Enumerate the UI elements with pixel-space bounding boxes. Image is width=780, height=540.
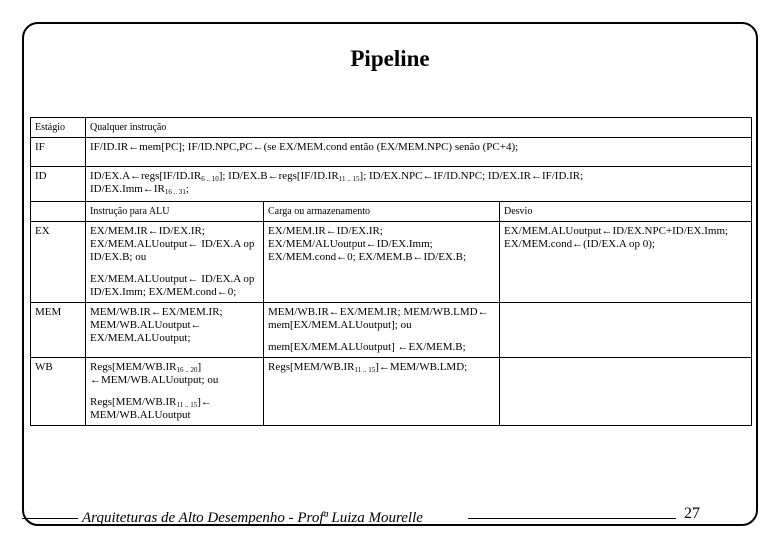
footer-rule-right xyxy=(468,518,676,519)
wb-branch xyxy=(500,358,752,426)
row-id xyxy=(31,167,752,202)
if-description: IF/ID.IR←mem[PC]; IF/ID.NPC,PC←(se EX/MEM.cond então (EX/MEM.NPC) senão (PC+4); xyxy=(86,138,752,167)
mem-branch xyxy=(500,303,752,358)
ex-alu-option-1: EX/MEM.IR←ID/EX.IR; EX/MEM.ALUoutput← ID/EX.A op ID/EX.B; ou xyxy=(90,225,255,263)
sub-header-branch: Desvio xyxy=(500,202,752,222)
row-mem xyxy=(31,303,752,358)
ex-branch: EX/MEM.ALUoutput←ID/EX.NPC+ID/EX.Imm; EX/MEM.cond←(ID/EX.A op 0); xyxy=(500,222,752,303)
mem-load-option-1: MEM/WB.IR←EX/MEM.IR; MEM/WB.LMD← mem[EX/MEM.ALUoutput]; ou xyxy=(268,306,489,331)
header-row xyxy=(31,118,752,138)
page-number: 27 xyxy=(684,505,700,522)
sub-header-alu: Instrução para ALU xyxy=(86,202,264,222)
wb-load-store: $Regs[MEM/WB.IR_{11 .. 15}]\leftarrow MEM/WB.LMD$; xyxy=(264,358,500,426)
wb-alu-option-2: $Regs[MEM/WB.IR_{11 .. 15}]\leftarrow$ MEM/WB.ALUoutput xyxy=(90,396,212,421)
id-description: $ID/EX.A\leftarrow regs[IF/ID.IR_{6 .. 10}]$; $ID/EX.B\leftarrow regs[IF/ID.IR_{11 .. 15}]$; ID/EX.NPC←IF/ID.NPC; ID/EX.IR←IF/ID.IR; $ID/EX.Imm\leftarrow IR_{16 .. 31}$; xyxy=(86,167,752,202)
footer-text: Arquiteturas de Alto Desempenho - Profª Luiza Mourelle xyxy=(82,510,423,526)
ex-load-store: EX/MEM.IR←ID/EX.IR; EX/MEM/ALUoutput←ID/EX.Imm; EX/MEM.cond←0; EX/MEM.B←ID/EX.B; xyxy=(264,222,500,303)
header-any-instruction: Qualquer instrução xyxy=(86,118,752,138)
row-if xyxy=(31,138,752,167)
stage-id: ID xyxy=(31,167,86,202)
slide-title: Pipeline xyxy=(350,46,430,71)
sub-header-row xyxy=(31,202,752,222)
stage-if: IF xyxy=(31,138,86,167)
wb-alu-option-1: $Regs[MEM/WB.IR_{16 .. 20}]$ ←MEM/WB.ALUoutput; ou xyxy=(90,361,219,386)
ex-alu xyxy=(86,222,264,303)
row-ex xyxy=(31,222,752,303)
pipeline-table xyxy=(30,117,752,426)
stage-wb: WB xyxy=(31,358,86,426)
sub-header-load-store: Carga ou armazenamento xyxy=(264,202,500,222)
ex-alu-option-2: EX/MEM.ALUoutput← ID/EX.A op ID/EX.Imm; EX/MEM.cond←0; xyxy=(90,273,255,298)
mem-load-option-2: mem[EX/MEM.ALUoutput] ←EX/MEM.B; xyxy=(268,341,466,353)
footer-rule-left xyxy=(22,518,78,519)
stage-mem: MEM xyxy=(31,303,86,358)
stage-ex: EX xyxy=(31,222,86,303)
wb-alu xyxy=(86,358,264,426)
sub-header-blank xyxy=(31,202,86,222)
header-stage: Estágio xyxy=(31,118,86,138)
mem-load-store xyxy=(264,303,500,358)
row-wb xyxy=(31,358,752,426)
mem-alu: MEM/WB.IR←EX/MEM.IR; MEM/WB.ALUoutput← EX/MEM.ALUoutput; xyxy=(86,303,264,358)
